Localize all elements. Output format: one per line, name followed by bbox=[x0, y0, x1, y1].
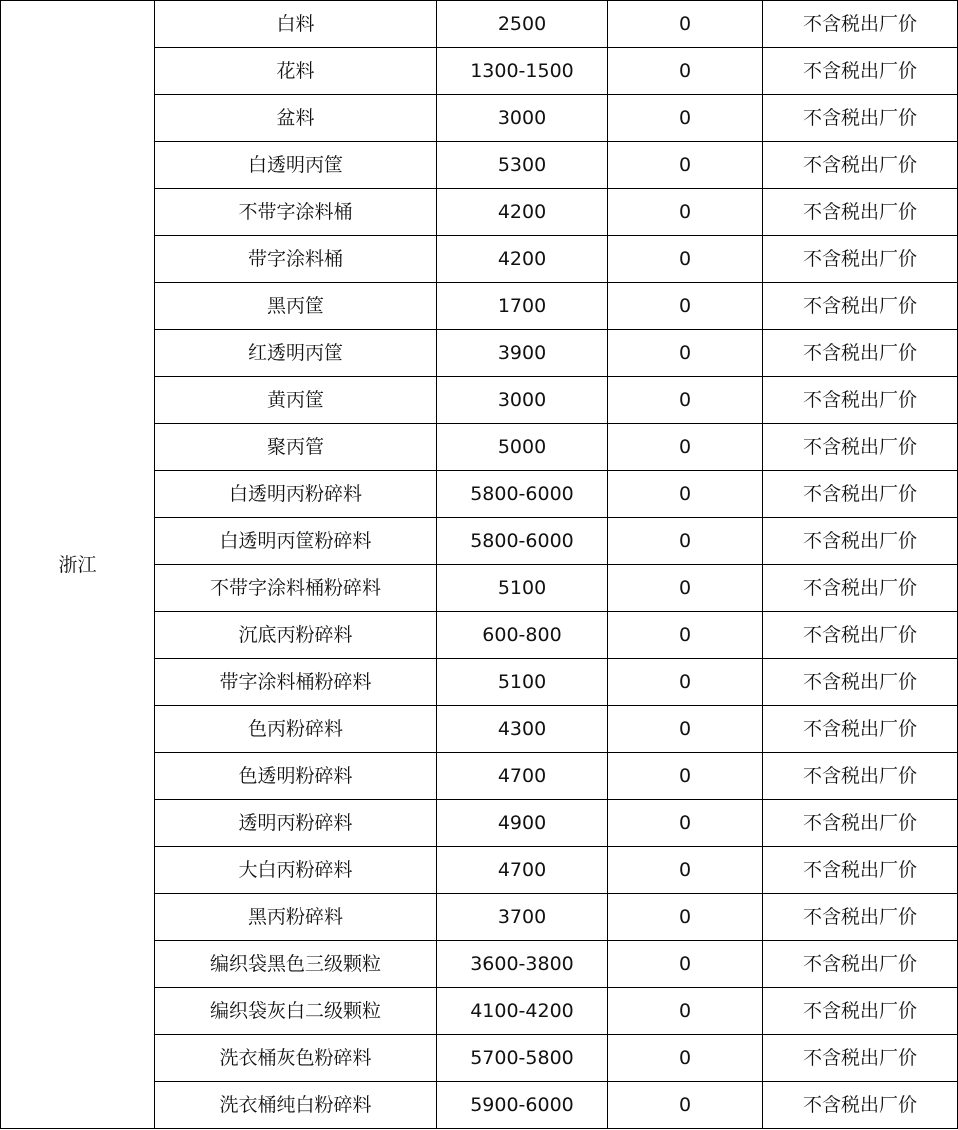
note-cell: 不含税出厂价 bbox=[763, 142, 958, 189]
change-cell: 0 bbox=[608, 894, 763, 941]
change-cell: 0 bbox=[608, 330, 763, 377]
price-cell: 5900-6000 bbox=[437, 1082, 608, 1129]
change-cell: 0 bbox=[608, 659, 763, 706]
note-cell: 不含税出厂价 bbox=[763, 706, 958, 753]
change-cell: 0 bbox=[608, 612, 763, 659]
change-cell: 0 bbox=[608, 471, 763, 518]
change-cell: 0 bbox=[608, 48, 763, 95]
change-cell: 0 bbox=[608, 189, 763, 236]
note-cell: 不含税出厂价 bbox=[763, 612, 958, 659]
note-cell: 不含税出厂价 bbox=[763, 847, 958, 894]
product-name-cell: 白料 bbox=[155, 1, 437, 48]
price-cell: 4700 bbox=[437, 753, 608, 800]
change-cell: 0 bbox=[608, 753, 763, 800]
change-cell: 0 bbox=[608, 565, 763, 612]
note-cell: 不含税出厂价 bbox=[763, 424, 958, 471]
note-cell: 不含税出厂价 bbox=[763, 283, 958, 330]
note-cell: 不含税出厂价 bbox=[763, 941, 958, 988]
price-cell: 1300-1500 bbox=[437, 48, 608, 95]
price-cell: 1700 bbox=[437, 283, 608, 330]
product-name-cell: 大白丙粉碎料 bbox=[155, 847, 437, 894]
price-cell: 4700 bbox=[437, 847, 608, 894]
change-cell: 0 bbox=[608, 1, 763, 48]
note-cell: 不含税出厂价 bbox=[763, 236, 958, 283]
product-name-cell: 色丙粉碎料 bbox=[155, 706, 437, 753]
region-cell: 浙江 bbox=[1, 1, 155, 1129]
note-cell: 不含税出厂价 bbox=[763, 330, 958, 377]
price-cell: 5100 bbox=[437, 565, 608, 612]
note-cell: 不含税出厂价 bbox=[763, 471, 958, 518]
price-cell: 4900 bbox=[437, 800, 608, 847]
product-name-cell: 黑丙粉碎料 bbox=[155, 894, 437, 941]
note-cell: 不含税出厂价 bbox=[763, 95, 958, 142]
note-cell: 不含税出厂价 bbox=[763, 377, 958, 424]
change-cell: 0 bbox=[608, 941, 763, 988]
note-cell: 不含税出厂价 bbox=[763, 1082, 958, 1129]
note-cell: 不含税出厂价 bbox=[763, 518, 958, 565]
change-cell: 0 bbox=[608, 236, 763, 283]
change-cell: 0 bbox=[608, 1035, 763, 1082]
change-cell: 0 bbox=[608, 283, 763, 330]
product-name-cell: 白透明丙粉碎料 bbox=[155, 471, 437, 518]
price-cell: 4100-4200 bbox=[437, 988, 608, 1035]
note-cell: 不含税出厂价 bbox=[763, 565, 958, 612]
product-name-cell: 透明丙粉碎料 bbox=[155, 800, 437, 847]
change-cell: 0 bbox=[608, 706, 763, 753]
product-name-cell: 花料 bbox=[155, 48, 437, 95]
change-cell: 0 bbox=[608, 518, 763, 565]
note-cell: 不含税出厂价 bbox=[763, 1, 958, 48]
change-cell: 0 bbox=[608, 424, 763, 471]
price-cell: 5300 bbox=[437, 142, 608, 189]
price-cell: 5800-6000 bbox=[437, 518, 608, 565]
product-name-cell: 带字涂料桶粉碎料 bbox=[155, 659, 437, 706]
price-cell: 5800-6000 bbox=[437, 471, 608, 518]
product-name-cell: 红透明丙筐 bbox=[155, 330, 437, 377]
product-name-cell: 洗衣桶灰色粉碎料 bbox=[155, 1035, 437, 1082]
product-name-cell: 色透明粉碎料 bbox=[155, 753, 437, 800]
change-cell: 0 bbox=[608, 800, 763, 847]
change-cell: 0 bbox=[608, 847, 763, 894]
product-name-cell: 聚丙管 bbox=[155, 424, 437, 471]
price-cell: 3700 bbox=[437, 894, 608, 941]
price-table-body bbox=[1, 1, 958, 1129]
product-name-cell: 盆料 bbox=[155, 95, 437, 142]
product-name-cell: 白透明丙筐 bbox=[155, 142, 437, 189]
note-cell: 不含税出厂价 bbox=[763, 894, 958, 941]
product-name-cell: 洗衣桶纯白粉碎料 bbox=[155, 1082, 437, 1129]
product-name-cell: 不带字涂料桶粉碎料 bbox=[155, 565, 437, 612]
note-cell: 不含税出厂价 bbox=[763, 800, 958, 847]
price-cell: 5100 bbox=[437, 659, 608, 706]
price-cell: 3000 bbox=[437, 377, 608, 424]
price-cell: 3900 bbox=[437, 330, 608, 377]
product-name-cell: 黄丙筐 bbox=[155, 377, 437, 424]
price-cell: 5000 bbox=[437, 424, 608, 471]
note-cell: 不含税出厂价 bbox=[763, 48, 958, 95]
price-cell: 4300 bbox=[437, 706, 608, 753]
price-cell: 4200 bbox=[437, 189, 608, 236]
product-name-cell: 编织袋灰白二级颗粒 bbox=[155, 988, 437, 1035]
product-name-cell: 白透明丙筐粉碎料 bbox=[155, 518, 437, 565]
product-name-cell: 编织袋黑色三级颗粒 bbox=[155, 941, 437, 988]
product-name-cell: 沉底丙粉碎料 bbox=[155, 612, 437, 659]
price-cell: 2500 bbox=[437, 1, 608, 48]
note-cell: 不含税出厂价 bbox=[763, 1035, 958, 1082]
change-cell: 0 bbox=[608, 95, 763, 142]
note-cell: 不含税出厂价 bbox=[763, 988, 958, 1035]
price-cell: 3000 bbox=[437, 95, 608, 142]
note-cell: 不含税出厂价 bbox=[763, 659, 958, 706]
change-cell: 0 bbox=[608, 377, 763, 424]
price-cell: 5700-5800 bbox=[437, 1035, 608, 1082]
price-cell: 600-800 bbox=[437, 612, 608, 659]
price-cell: 3600-3800 bbox=[437, 941, 608, 988]
change-cell: 0 bbox=[608, 142, 763, 189]
note-cell: 不含税出厂价 bbox=[763, 189, 958, 236]
product-name-cell: 带字涂料桶 bbox=[155, 236, 437, 283]
product-name-cell: 不带字涂料桶 bbox=[155, 189, 437, 236]
product-name-cell: 黑丙筐 bbox=[155, 283, 437, 330]
change-cell: 0 bbox=[608, 1082, 763, 1129]
table-row bbox=[1, 1, 958, 48]
change-cell: 0 bbox=[608, 988, 763, 1035]
price-cell: 4200 bbox=[437, 236, 608, 283]
note-cell: 不含税出厂价 bbox=[763, 753, 958, 800]
